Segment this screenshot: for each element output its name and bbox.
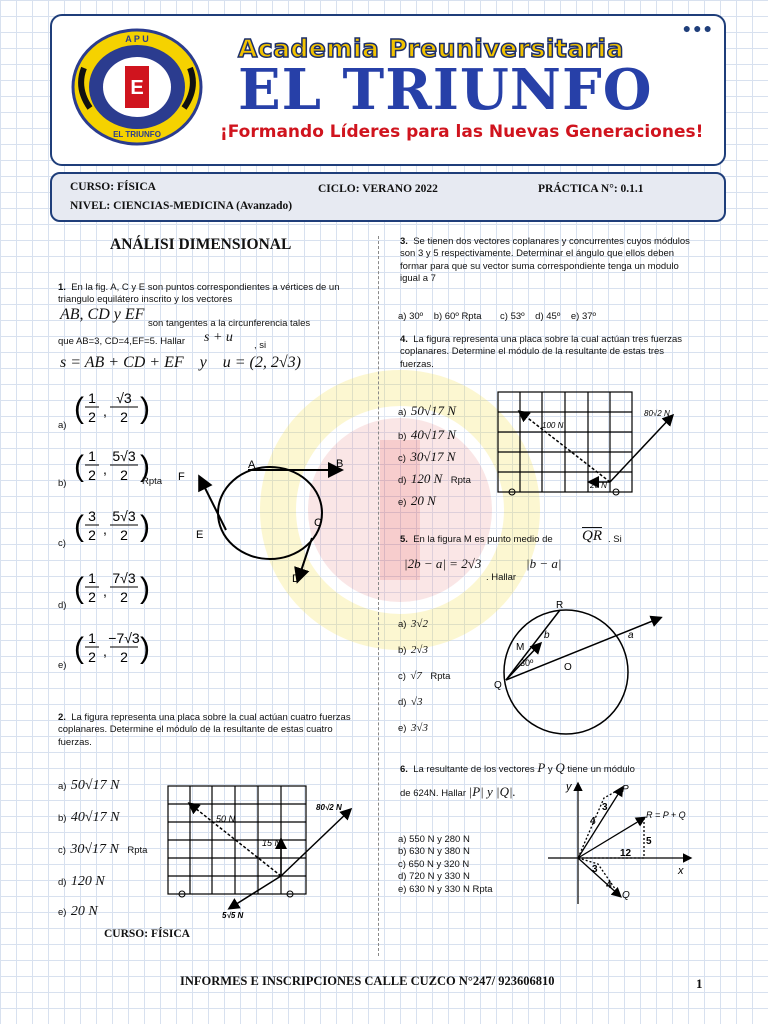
fig1-label-d: D: [292, 573, 300, 585]
q5-option-value: 3√2: [410, 618, 428, 630]
q4-option-value: 30√17 N: [410, 449, 456, 464]
q4-option-a[interactable]: [398, 402, 460, 420]
fig6-label-y: y: [566, 781, 572, 793]
svg-text:√3: √3: [116, 390, 132, 406]
question-1-vectors: AB, CD y EF: [60, 306, 145, 323]
question-1-number: 1.: [58, 282, 66, 293]
q1-option-letter: c): [58, 538, 66, 549]
svg-text:2: 2: [88, 589, 96, 605]
question-1-intro: En la fig. A, C y E son puntos correspondientes a vértices de un triangulo equilátero inscrito y los vectores: [58, 282, 340, 306]
fig2-label-5r5n: 5√5 N: [222, 911, 244, 920]
fig5-label-o: O: [564, 662, 572, 673]
svg-text:): ): [140, 632, 150, 665]
svg-text:): ): [140, 510, 150, 543]
svg-text:3: 3: [88, 508, 96, 524]
q2-option-letter: b): [58, 813, 67, 824]
svg-text:,: ,: [103, 403, 107, 419]
svg-text:(: (: [74, 392, 84, 425]
q5-option-value: √7: [410, 670, 422, 682]
question-1-hallar: s + u: [204, 330, 233, 345]
q2-option-letter: d): [58, 877, 67, 888]
q4-option-letter: b): [398, 431, 407, 442]
question-4-figure: [494, 388, 684, 512]
question-6-target: |P| y |Q|.: [468, 784, 516, 799]
question-3-body: Se tienen dos vectores coplanares y concurrentes cuyos módulos son 3 y 5 respectivamente. Determinar el ángulo que ellos deben formar para que su vector suma correspondiente tenga un modulo igual a 7: [400, 236, 690, 285]
fig6-label-3b: 3: [592, 864, 598, 875]
question-5-body: En la figura M es punto medio de: [413, 534, 553, 545]
practice-number: PRÁCTICA N°: 0.1.1: [538, 183, 644, 195]
question-6-text-b: tiene un módulo: [567, 764, 635, 775]
q2-option-b[interactable]: [58, 808, 123, 826]
question-6-text-a: La resultante de los vectores: [413, 764, 535, 775]
fig6-label-4b: 4: [606, 880, 612, 891]
q4-option-c[interactable]: [398, 448, 459, 466]
q3-option-a[interactable]: a) 30º: [398, 311, 424, 322]
question-1-text: [58, 282, 368, 307]
svg-text:(: (: [74, 510, 84, 543]
svg-text:,: ,: [103, 521, 107, 537]
fig5-label-r: R: [556, 600, 564, 611]
svg-text:1: 1: [88, 390, 96, 406]
q4-option-value: 40√17 N: [410, 427, 456, 442]
fig6-label-x: x: [678, 865, 684, 877]
q4-option-letter: d): [398, 475, 407, 486]
svg-text:5√3: 5√3: [112, 508, 136, 524]
q1-option-tag: Rpta: [142, 476, 163, 487]
header-banner: [50, 14, 726, 166]
question-3-number: 3.: [400, 236, 408, 247]
q5-option-c[interactable]: [398, 666, 450, 684]
question-1-text-c: que AB=3, CD=4,EF=5. Hallar: [58, 336, 186, 347]
q5-option-letter: b): [398, 645, 407, 656]
svg-text:2: 2: [120, 527, 128, 543]
question-5-hallar: . Hallar: [486, 572, 517, 583]
q4-option-letter: a): [398, 407, 407, 418]
course-info-box: [50, 172, 726, 222]
academy-subtitle: Academia Preuniversitaria: [238, 34, 624, 63]
question-1-si: , si: [254, 340, 267, 351]
q3-option-e[interactable]: e) 37º: [570, 311, 596, 322]
page-title: ANÁLISI DIMENSIONAL: [110, 236, 292, 253]
q2-option-c[interactable]: [58, 840, 147, 858]
svg-text:(: (: [74, 572, 84, 605]
question-5-figure: [488, 598, 668, 748]
fig2-label-80r2n: 80√2 N: [316, 803, 342, 812]
question-5-si: . Si: [608, 534, 622, 545]
fig4-label-20n: 20 N: [590, 481, 607, 490]
q6-option-d[interactable]: d) 720 N y 330 N: [398, 871, 470, 883]
fig5-label-m: M: [516, 642, 525, 653]
academy-slogan: ¡Formando Líderes para las Nuevas Generaciones!: [220, 122, 704, 142]
q1-option-letter: e): [58, 660, 67, 671]
question-6-q: Q: [555, 760, 565, 775]
q2-option-value: 120 N: [70, 874, 105, 889]
svg-text:2: 2: [120, 649, 128, 665]
q2-option-tag: Rpta: [127, 845, 148, 856]
fig5-label-a: a: [628, 630, 634, 641]
fig1-label-c: C: [314, 517, 322, 529]
question-2-body: La figura representa una placa sobre la cual actúan cuatro fuerzas coplanares. Determine el módulo de la resultante de estas cuatro fuerzas.: [58, 712, 351, 748]
academy-title: EL TRIUNFO: [238, 57, 653, 123]
q4-option-value: 50√17 N: [410, 403, 456, 418]
question-5-condition: |2b − a| = 2√3: [404, 556, 482, 571]
question-6-text-c: de 624N. Hallar: [400, 788, 467, 799]
svg-text:7√3: 7√3: [112, 570, 136, 586]
fig6-label-12: 12: [620, 848, 632, 859]
svg-text:5√3: 5√3: [112, 448, 136, 464]
course-cycle: CICLO: VERANO 2022: [318, 183, 438, 195]
svg-text:−7√3: −7√3: [108, 630, 140, 646]
q4-option-value: 120 N: [410, 471, 443, 486]
question-5-segment: $\overline{QR}$: [582, 528, 602, 544]
question-5-target: |b − a|: [526, 556, 562, 571]
svg-text:2: 2: [120, 589, 128, 605]
column-divider: [378, 236, 380, 956]
q5-option-value: √3: [410, 696, 423, 708]
svg-text:,: ,: [103, 461, 107, 477]
q2-option-a[interactable]: [58, 776, 123, 794]
q5-option-value: 2√3: [410, 644, 428, 656]
question-3-options: [398, 311, 596, 323]
question-6-number: 6.: [400, 764, 408, 775]
course-name: CURSO: FÍSICA: [70, 181, 156, 193]
svg-text:2: 2: [88, 649, 96, 665]
q4-option-value: 20 N: [410, 493, 436, 508]
svg-text:(: (: [74, 632, 84, 665]
svg-text:): ): [140, 572, 150, 605]
q5-option-d[interactable]: [398, 692, 426, 710]
fig4-label-80r2n: 80√2 N: [644, 409, 670, 418]
fig6-label-r: R = P + Q: [646, 810, 686, 820]
q2-option-d[interactable]: [58, 872, 109, 890]
course-level: NIVEL: CIENCIAS-MEDICINA (Avanzado): [70, 200, 293, 212]
q6-option-b[interactable]: b) 630 N y 380 N: [398, 846, 470, 858]
q1-option-formula: [72, 386, 192, 434]
question-1-equation: s = AB + CD + EF y u = (2, 2√3): [60, 354, 301, 371]
q4-option-tag: Rpta: [450, 475, 471, 486]
q1-option-formula: [72, 626, 192, 674]
q6-option-a[interactable]: a) 550 N y 280 N: [398, 834, 470, 845]
q2-option-value: 50√17 N: [70, 778, 120, 793]
question-2-figure: [160, 780, 360, 920]
q2-option-value: 20 N: [70, 904, 98, 919]
question-6-options: [398, 834, 493, 896]
fig6-label-4a: 4: [590, 816, 596, 827]
question-5-text: [400, 534, 553, 546]
svg-text:,: ,: [103, 643, 107, 659]
q2-option-value: 40√17 N: [70, 810, 120, 825]
svg-text:): ): [140, 450, 150, 483]
q3-option-d[interactable]: d) 45º: [535, 311, 561, 322]
question-6-line2: [400, 786, 516, 800]
svg-text:1: 1: [88, 448, 96, 464]
q5-option-b[interactable]: [398, 640, 432, 658]
q3-option-c[interactable]: c) 53º: [500, 311, 525, 322]
question-6-p: P: [537, 760, 546, 775]
fig6-label-p: P: [622, 784, 629, 795]
fig2-label-15n: 15 N: [262, 838, 282, 848]
footer-info: INFORMES E INSCRIPCIONES CALLE CUZCO N°247/ 923606810: [180, 974, 555, 988]
q5-option-a[interactable]: [398, 614, 432, 632]
svg-text:(: (: [74, 450, 84, 483]
decorative-dots: ●●●: [682, 20, 714, 36]
svg-text:1: 1: [88, 630, 96, 646]
q4-option-e[interactable]: [398, 492, 440, 510]
question-1-text-b: son tangentes a la circunferencia tales: [148, 318, 311, 329]
svg-text:2: 2: [120, 409, 128, 425]
q4-option-b[interactable]: [398, 426, 460, 444]
fig1-label-a: A: [248, 459, 256, 471]
q5-option-letter: e): [398, 723, 407, 734]
svg-text:): ): [140, 392, 150, 425]
fig4-label-100n: 100 N: [542, 421, 564, 430]
question-2-text: [58, 712, 368, 749]
fig6-label-5: 5: [646, 836, 652, 847]
question-2-number: 2.: [58, 712, 66, 723]
fig1-label-e: E: [196, 529, 204, 541]
fig2-label-50n: 50 N: [216, 814, 236, 824]
q2-option-e[interactable]: [58, 902, 102, 920]
q3-option-b[interactable]: b) 60º Rpta: [433, 311, 482, 322]
q2-option-letter: c): [58, 845, 66, 856]
logo-text-top: A P U: [125, 34, 149, 44]
q5-option-letter: d): [398, 697, 407, 708]
svg-text:2: 2: [88, 467, 96, 483]
svg-text:1: 1: [88, 570, 96, 586]
fig6-label-3a: 3: [602, 802, 608, 813]
q1-option-letter: b): [58, 478, 67, 489]
svg-text:2: 2: [88, 527, 96, 543]
q1-option-letter: a): [58, 420, 67, 431]
q2-option-value: 30√17 N: [70, 842, 119, 857]
academy-logo: [70, 28, 204, 146]
svg-text:2: 2: [120, 467, 128, 483]
fig5-label-q: Q: [494, 680, 502, 691]
question-3-text: [400, 236, 700, 286]
question-6-figure: [544, 780, 704, 910]
fig5-label-b: b: [544, 630, 550, 641]
q4-option-letter: e): [398, 497, 407, 508]
q4-option-letter: c): [398, 453, 406, 464]
fig1-label-b: B: [336, 458, 344, 470]
q2-option-letter: e): [58, 907, 67, 918]
svg-text:2: 2: [88, 409, 96, 425]
question-6-y: y: [547, 764, 553, 775]
q4-option-d[interactable]: [398, 470, 471, 488]
svg-text:,: ,: [103, 583, 107, 599]
fig5-label-angle: 30º: [520, 658, 534, 668]
q6-option-e[interactable]: e) 630 N y 330 N Rpta: [398, 883, 493, 895]
q5-option-letter: c): [398, 671, 406, 682]
question-4-body: La figura representa una placa sobre la cual actúan tres fuerzas coplanares. Determine el módulo de la resultante de estas tres fuerzas.: [400, 334, 683, 370]
logo-text-bottom: EL TRIUNFO: [113, 130, 161, 139]
fig6-label-q: Q: [622, 890, 630, 901]
svg-text:E: E: [130, 77, 144, 99]
question-5-number: 5.: [400, 534, 408, 545]
question-6-line1: [400, 762, 635, 776]
q2-option-letter: a): [58, 781, 67, 792]
q1-option-letter: d): [58, 600, 67, 611]
curso-repeat: CURSO: FÍSICA: [104, 928, 190, 940]
question-4-text: [400, 334, 700, 371]
q5-option-letter: a): [398, 619, 407, 630]
q5-option-e[interactable]: [398, 718, 432, 736]
q5-option-value: 3√3: [410, 722, 428, 734]
fig1-label-f: F: [178, 471, 185, 483]
q5-option-tag: Rpta: [430, 671, 451, 682]
question-4-number: 4.: [400, 334, 408, 345]
question-1-figure: [170, 448, 360, 598]
q6-option-c[interactable]: c) 650 N y 320 N: [398, 858, 470, 870]
page-number: 1: [696, 976, 703, 991]
